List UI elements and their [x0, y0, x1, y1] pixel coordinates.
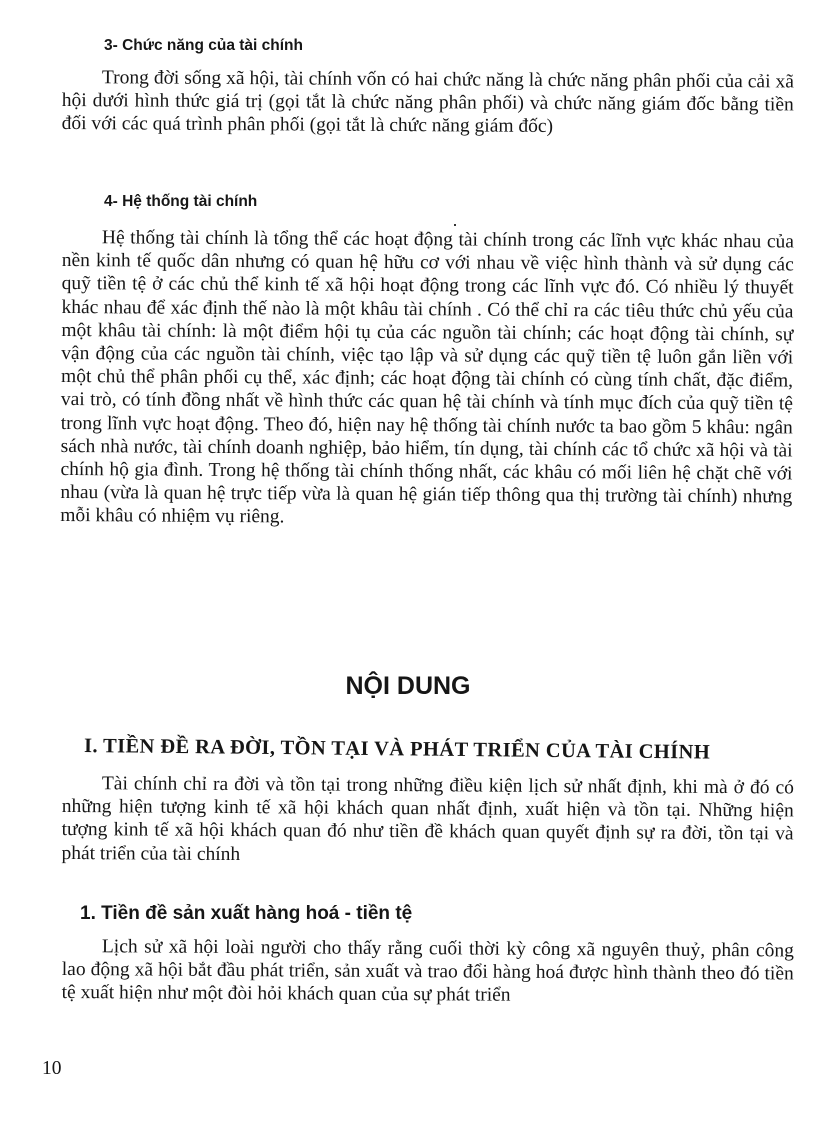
page-number: 10	[42, 1058, 62, 1079]
print-speck	[454, 224, 456, 226]
subsection-1-paragraph: Lịch sử xã hội loài người cho thấy rằng cuối thời kỳ công xã nguyên thuỷ, phân công lao động xã hội bắt đầu phát triển, sản xuất và trao đổi hàng hoá được hình thành theo đó tiền tệ xuất hiện như một đòi hỏi khách quan của sự phát triển	[61, 936, 794, 1007]
section-3-paragraph: Trong đời sống xã hội, tài chính vốn có hai chức năng là chức năng phân phối của cải xã hội dưới hình thức giá trị (gọi tắt là chức năng phân phối) và chức năng giám đốc bằng tiền đối với các quá trình phân phối (gọi tắt là chức năng giám đốc)	[61, 67, 794, 138]
chapter-heading: I. TIỀN ĐỀ RA ĐỜI, TỒN TẠI VÀ PHÁT TRIỂN CỦA TÀI CHÍNH	[83, 735, 711, 764]
section-4-paragraph: Hệ thống tài chính là tổng thể các hoạt động tài chính trong các lĩnh vực khác nhau của nền kinh tế quốc dân nhưng có quan hệ hữu cơ với nhau về việc hình thành và sử dụng các quỹ tiền tệ ở các chủ thể kinh tế xã hội hoạt động trong các lĩnh vực đó. Có nhiều lý thuyết khác nhau để xác định thế nào là một khâu tài chính . Có thể chỉ ra các tiêu thức chủ yếu của một khâu tài chính: là một điểm hội tụ của các nguồn tài chính; các hoạt động tài chính, sự vận động của các nguồn tài chính, việc tạo lập và sử dụng các quỹ tiền tệ luôn gắn liền với một chủ thể phân phối cụ thể, xác định; các hoạt động tài chính có cùng tính chất, đặc điểm, vai trò, có tính đồng nhất về hình thức các quan hệ tài chính và tính mục đích của quỹ tiền tệ trong lĩnh vực hoạt động. Theo đó, hiện nay hệ thống tài chính nước ta bao gồm 5 khâu: ngân sách nhà nước, tài chính doanh nghiệp, bảo hiểm, tín dụng, tài chính các tổ chức xã hội và tài chính hộ gia đình. Trong hệ thống tài chính thống nhất, các khâu có mối liên hệ chặt chẽ với nhau (vừa là quan hệ trực tiếp vừa là quan hệ gián tiếp thông qua thị trường tài chính) nhưng mỗi khâu có nhiệm vụ riêng.	[60, 227, 794, 528]
main-heading: NỘI DUNG	[345, 672, 471, 700]
chapter-intro-paragraph: Tài chính chỉ ra đời và tồn tại trong những điều kiện lịch sử nhất định, khi mà ở đó có những hiện tượng kinh tế xã hội khách quan nhất định, xuất hiện và tồn tại. Những hiện tượng kinh tế xã hội khách quan đó như tiền đề khách quan quyết định sự ra đời, tồn tại và phát triển của tài chính	[61, 773, 794, 865]
section-3-heading: 3- Chức năng của tài chính	[104, 37, 303, 54]
subsection-1-heading: 1. Tiền đề sản xuất hàng hoá - tiền tệ	[80, 903, 413, 924]
section-4-heading: 4- Hệ thống tài chính	[104, 193, 258, 210]
